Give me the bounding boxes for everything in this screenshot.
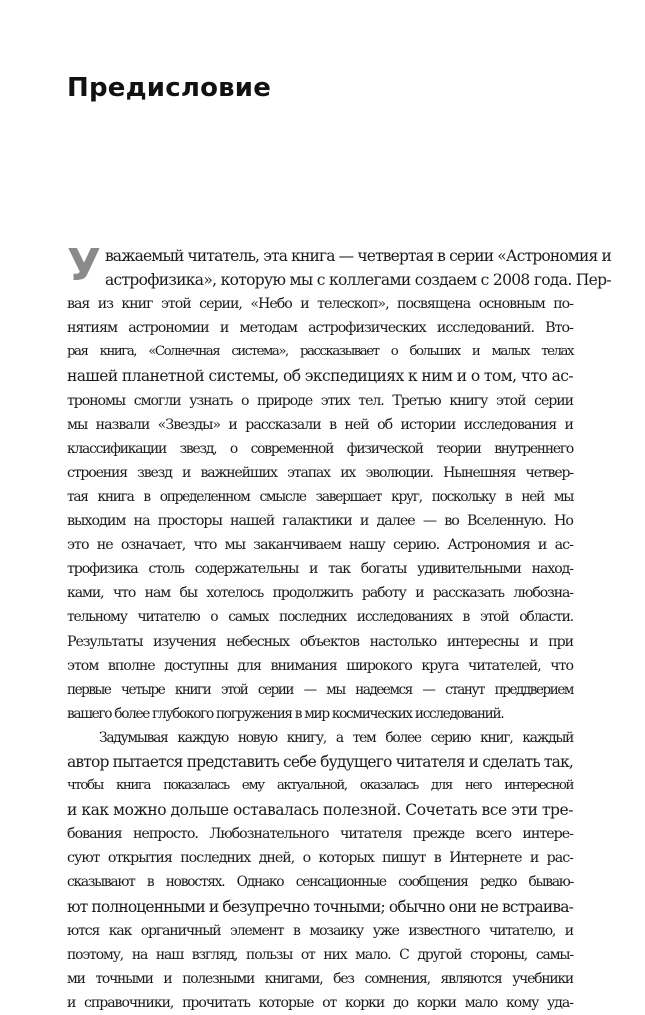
text-line: ками, что нам бы хотелось продолжить работу и рассказать любозна- — [67, 585, 573, 602]
text-line: нятиям астрономии и методам астрофизических исследований. Вто- — [67, 320, 573, 337]
text-line: поэтому, на наш взгляд, пользы от них мало. С другой стороны, самы- — [67, 946, 573, 963]
drop-cap: У — [67, 240, 101, 291]
text-line: ют полноценными и безупречно точными; обычно они не встраива- — [67, 897, 573, 916]
text-line: строения звезд и важнейших этапах их эволюции. Нынешняя четвер- — [67, 464, 573, 481]
text-line: вашего более глубокого погружения в мир космических исследований. — [67, 705, 504, 722]
text-line: рая книга, «Солнечная система», рассказывает о больших и малых телах — [67, 344, 573, 360]
text-line: Результаты изучения небесных объектов настолько интересны и при — [67, 633, 573, 650]
text-line: важаемый читатель, эта книга — четвертая в серии «Астрономия и — [104, 247, 611, 265]
text-line: нашей планетной системы, об экспедициях к ним и о том, что ас- — [67, 367, 573, 386]
text-line: мы назвали «Звезды» и рассказали в ней об истории исследования и — [67, 416, 573, 433]
chapter-title: Предисловие — [67, 73, 272, 103]
text-line: сказывают в новостях. Однако сенсационные сообщения редко бываю- — [67, 874, 573, 891]
paragraph-1 — [67, 240, 611, 726]
text-line: ются как органичный элемент в мозаику уже известного читателю, и — [67, 922, 573, 939]
text-line: Задумывая каждую новую книгу, а тем более серию книг, каждый — [99, 729, 573, 746]
text-line: трономы смогли узнать о природе этих тел. Третью книгу этой серии — [67, 392, 573, 409]
text-line: суют открытия последних дней, о которых пишут в Интернете и рас- — [67, 850, 573, 867]
text-line: тая книга в определенном смысле завершает круг, поскольку в ней мы — [67, 488, 573, 505]
text-line: трофизика столь содержательны и так богаты удивительными наход- — [67, 561, 573, 578]
paragraph-2 — [67, 726, 573, 1015]
text-line: этом вполне доступны для внимания широкого круга читателей, что — [67, 657, 573, 674]
text-line: выходим на просторы нашей галактики и далее — во Вселенную. Но — [67, 513, 573, 530]
text-line: это не означает, что мы заканчиваем нашу серию. Астрономия и ас- — [67, 537, 573, 554]
text-line: бования непросто. Любознательного читателя прежде всего интере- — [67, 826, 573, 843]
text-line: классификации звезд, о современной физической теории внутреннего — [67, 440, 573, 457]
text-line: автор пытается представить себе будущего читателя и сделать так, — [67, 752, 573, 771]
text-line: и как можно дольше оставалась полезной. Сочетать все эти тре- — [67, 801, 573, 820]
text-line: астрофизика», которую мы с коллегами создаем с 2008 года. Пер- — [104, 271, 611, 290]
body-text — [67, 240, 611, 1015]
text-line: и справочники, прочитать которые от корки до корки мало кому уда- — [67, 994, 573, 1011]
text-line: первые четыре книги этой серии — мы надеемся — станут преддверием — [67, 681, 573, 698]
text-line: ми точными и полезными книгами, без сомнения, являются учебники — [67, 970, 573, 987]
text-line: тельному читателю о самых последних исследованиях в этой области. — [67, 609, 573, 626]
text-line: вая из книг этой серии, «Небо и телескоп», посвящена основным по- — [67, 296, 573, 313]
text-line: чтобы книга показалась ему актуальной, оказалась для него интересной — [67, 778, 573, 794]
